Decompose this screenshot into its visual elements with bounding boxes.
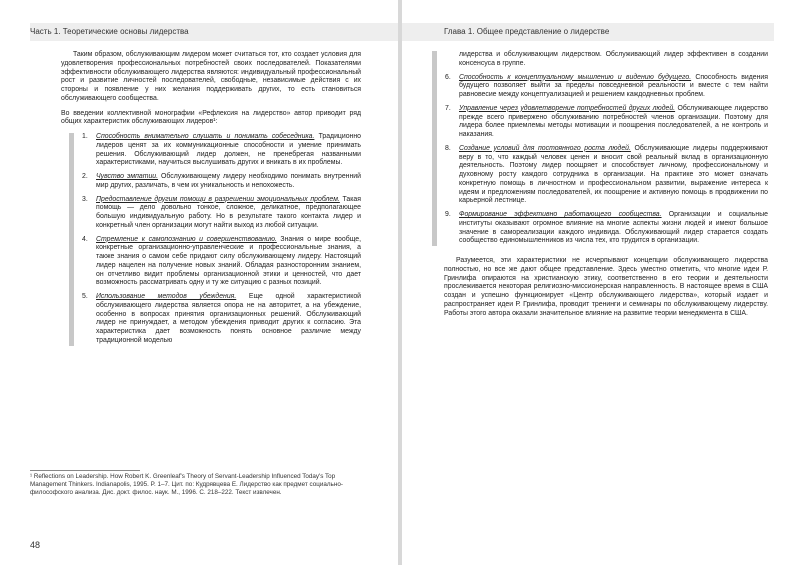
footnote: ¹ Reflections on Leadership. How Robert K. Greenleaf's Theory of Servant-Leadership Influenced Today's Top Management Thinkers. Indianapolis, 1995. P. 1–7. Цит. по: Кудрявцева Е. Лидерство как предмет социально-философского анализа. Дис. докт. филос. наук. М., 1996. С. 218–222. Текст извлечен. <box>30 473 343 496</box>
item-heading: Способность внимательно слушать и понимать собеседника. <box>96 133 315 140</box>
item-text: Такая помощь — дело довольно тонкое, сложное, деликатное, предполагающее большую индивидуальную работу. Но в результате такого контакта лидер и конкретный член организации могут найти выход из любой ситуации. <box>96 195 361 229</box>
list-item-continuation <box>445 51 768 69</box>
item-text: лидерства и обслуживающим лидерством. Обслуживающий лидер эффективен в создании консенсуса в группе. <box>459 51 768 67</box>
item-heading: Чувство эмпатии. <box>96 173 159 180</box>
item-number: 5. <box>82 293 88 300</box>
item-text: Обслуживающие лидеры поддерживают веру в то, что каждый человек ценен и вносит свой реальный вклад в организационную деятельность. Поэтому лидер поощряет и способствует личному, профессиональному и духовному росту каждого сотрудника в организации. На практике это может означать конкретную помощь в личностном и профессиональном развитии, выражение интереса к идеям и предложениям последователей, их поощрение и активную помощь в продвижении по карьерной лестнице. <box>459 144 768 205</box>
item-text: Обслуживающее лидерство прежде всего привержено обслуживанию потребностей членов организации. Поэтому для лидера более приемлемы методы мотивации и поощрения последователей, а не контроль и наказания. <box>459 104 769 138</box>
list-item <box>445 74 768 100</box>
item-heading: Стремление к самопознанию и совершенствованию. <box>96 235 277 243</box>
page-number: 48 <box>30 540 41 550</box>
footnote-divider <box>30 470 140 471</box>
list-item <box>445 105 768 140</box>
item-text: Способность видения будущего позволяет выйти за пределы повседневной реальности и вместе с тем найти равновесие между концептуализацией и решением каждодневных проблем. <box>459 73 768 98</box>
list-item <box>445 211 768 246</box>
paragraph-conclusion: Разумеется, эти характеристики не исчерпывают концепции обслуживающего лидерства полностью, но все же дают общее представление. Здесь уместно отметить, что многие идеи Р. Гринлифа опираются на христианскую этику, соответственно в его теории и деятельности прослеживается некоторая религиозно-миссионерская направленность. В настоящее время в США создан и успешно функционирует «Центр обслуживающего лидерства», который издает и распространяет идеи Р. Гринлифа, проводит тренинги и семинары по обслуживающему лидерству. Работы этого автора оказали значительное влияние на развитие теории менеджмента в США. <box>444 257 768 317</box>
item-heading: Управление через удовлетворение потребностей других людей. <box>459 104 676 112</box>
item-number: 6. <box>445 73 451 81</box>
item-heading: Способность к концептуальному мышлению и видению будущего. <box>459 73 692 81</box>
right-page <box>402 0 800 565</box>
item-text: Организации и социальные институты оказывают огромное влияние на многие аспекты жизни людей и имеют большое значение в самореализации каждого индивида. Обслуживающий лидер старается создать сообщество единомышленников из числа тех, кто трудится в организации. <box>459 211 768 245</box>
item-heading: Создание условий для постоянного роста людей. <box>459 144 631 152</box>
characteristics-list-left <box>69 133 361 346</box>
left-content <box>61 51 361 351</box>
left-page <box>0 0 398 565</box>
running-header-left: Часть 1. Теоретические основы лидерства <box>30 23 398 41</box>
item-text: Традиционно лидеров ценят за их коммуникационные способности и умение принимать решения. Обслуживающий лидер должен, не пренебрегая названными характеристиками, научиться выслушивать других и вникать в их проблемы. <box>96 133 361 167</box>
item-number: 8. <box>445 144 451 152</box>
item-number: 2. <box>82 173 88 180</box>
list-item <box>445 145 768 206</box>
paragraph-monograph: Во введении коллективной монографии «Рефлексия на лидерство» автор приводит ряд общих характеристик обслуживающих лидеров¹: <box>61 109 361 126</box>
paragraph-intro: Таким образом, обслуживающим лидером может считаться тот, кто создает условия для удовлетворения профессиональных потребностей своих последователей. Показателями эффективности обслуживающего лидерства являются: индивидуальный профессиональный рост и развитие личностей последователей, свободные, независимые действия с их стороны и появление у них желания поддерживать других, то есть становиться обслуживающего сообщества. <box>61 51 361 102</box>
item-number: 3. <box>82 195 88 203</box>
item-heading: Предоставление другим помощи в разрешении эмоциональных проблем. <box>96 195 340 203</box>
item-heading: Использование методов убеждения. <box>96 293 237 300</box>
item-number: 9. <box>445 211 451 218</box>
item-number: 4. <box>82 235 88 243</box>
list-item <box>82 293 361 346</box>
item-text: Обслуживающему лидеру необходимо понимать внутренний мир других, различать, в чем их уникальность и непохожесть. <box>96 173 361 189</box>
item-heading: Формирование эффективно работающего сообщества. <box>459 211 662 218</box>
item-number: 1. <box>82 133 88 140</box>
item-text: Знания о мире вообще, конкретные организационно-управленческие и профессиональные знания, а также знания о самом себе придают силу обслуживающему лидеру. Настоящий лидер нацелен на получение новых знаний. Обладая разносторонним знанием, он отчетливо видит проблемы организационной этики и ценностей, что дает возможность рассматривать одну и ту же ситуацию с разных позиций. <box>96 235 361 287</box>
right-content <box>444 51 768 318</box>
list-item <box>82 196 361 231</box>
characteristics-list-right <box>432 51 768 246</box>
list-item <box>82 236 361 289</box>
item-number: 7. <box>445 104 451 112</box>
list-item <box>82 133 361 168</box>
running-header-right: Глава 1. Общее представление о лидерстве <box>402 23 774 41</box>
item-text: Еще одной характеристикой обслуживающего лидерства является опора не на авторитет, а на убеждение, особенно в вопросах принятия организационных решений. Обслуживающий лидер не принуждает, а методом убеждения приводит других к согласию. Эта характеристика дает возможность понять основное различие между традиционной моделью <box>96 293 361 344</box>
list-item <box>82 173 361 191</box>
